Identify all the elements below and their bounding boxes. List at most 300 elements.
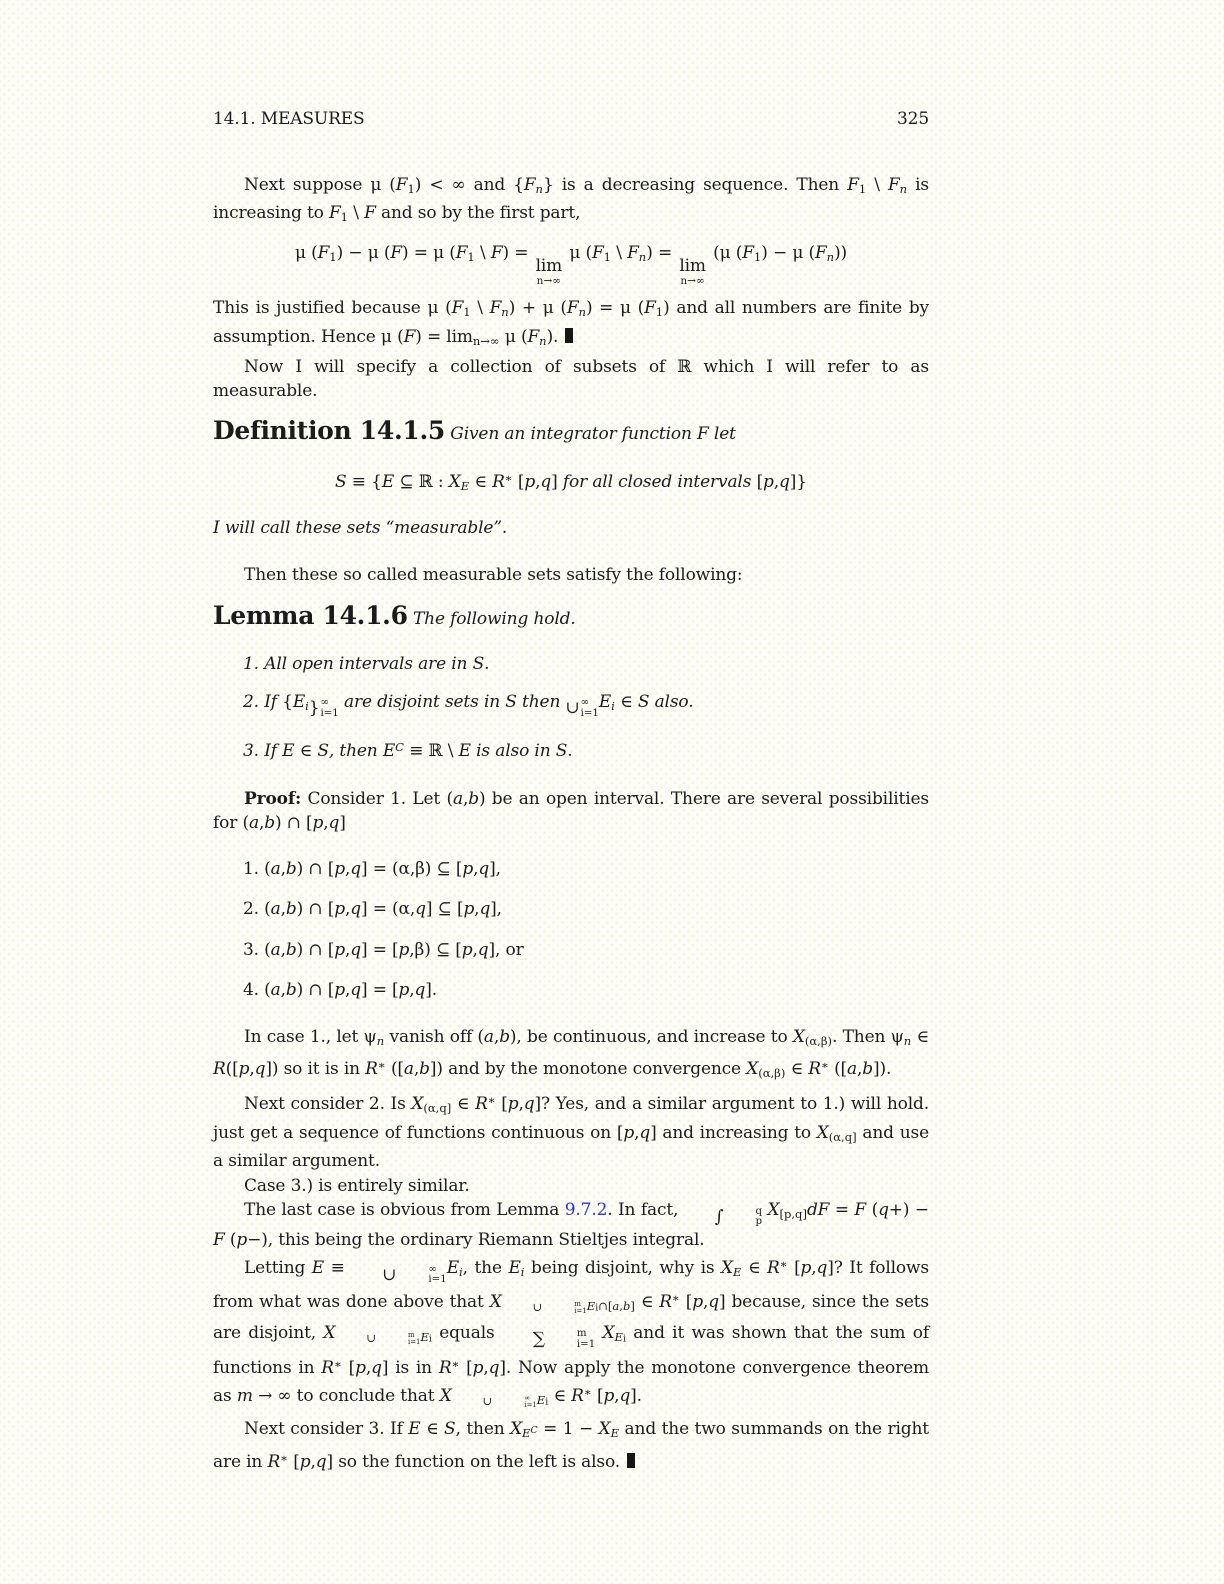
text-run: R (766, 1258, 780, 1279)
text-run: ∈ (469, 471, 493, 492)
text-run: R (659, 1291, 672, 1312)
text-run: p (334, 858, 345, 879)
text-run: ∈ (294, 741, 318, 762)
text-run: (α,q] (423, 1101, 452, 1116)
text-run: i (458, 1265, 463, 1280)
text-run: Letting (244, 1258, 312, 1279)
text-run: q (540, 471, 552, 492)
text-run: . Then ψ (832, 1026, 904, 1047)
text-run: b (285, 899, 297, 920)
math-operator: } ∞ i=1 (308, 696, 339, 719)
text-run: If (264, 691, 283, 712)
text-run: ∗ (671, 1290, 680, 1305)
text-run: 1. ( (243, 858, 271, 879)
text-run (595, 1323, 602, 1343)
text-run: q (414, 980, 426, 1001)
text-run: , (614, 1386, 620, 1407)
text-run: ) = lim (415, 326, 473, 347)
paragraph-last-case (213, 1198, 929, 1252)
text-run: ∈ (548, 1386, 572, 1407)
text-run: ≡ ℝ \ (403, 741, 459, 762)
case-item-3 (213, 938, 929, 963)
text-run: , (323, 813, 329, 834)
text-run: a (483, 1026, 494, 1047)
text-run: ∈ (741, 1258, 767, 1279)
text-run: p (463, 899, 475, 920)
text-run: Next suppose μ ( (244, 174, 396, 195)
text-run: , (365, 1357, 372, 1378)
text-run: Given an integrator function F let (450, 423, 736, 444)
math-operator: lim n→∞ (535, 256, 563, 288)
text-run: The following hold. (412, 608, 576, 629)
text-run: ∈ (634, 1291, 660, 1312)
text-run: , (535, 471, 541, 492)
text-run: { (282, 691, 293, 712)
text-run: S (555, 741, 568, 762)
text-run: [ (341, 1357, 356, 1378)
text-run: p (398, 980, 410, 1001)
text-run: p (800, 1258, 812, 1279)
text-run: p (236, 1229, 248, 1250)
text-run: [ (459, 1357, 473, 1378)
text-run: F (395, 174, 408, 195)
text-run: E (446, 1258, 459, 1279)
text-run: C (530, 1425, 538, 1437)
text-run: , (280, 980, 286, 1001)
text-run: ] (630, 1299, 635, 1314)
text-run: [ (495, 1093, 508, 1114)
text-run: E (408, 1419, 421, 1440)
text-run: p (312, 813, 324, 834)
text-run: ∗ (779, 1257, 788, 1272)
text-run: i (622, 1333, 626, 1345)
text-run: 1 (858, 181, 867, 196)
text-run: ]) and by the monotone convergence (429, 1059, 747, 1080)
text-run: is increasing to (213, 174, 929, 224)
text-run: (α,β) (804, 1033, 832, 1048)
text-run: [ (591, 1386, 604, 1407)
text-run: X (792, 1026, 805, 1047)
text-run: , (472, 939, 478, 960)
text-run: 3. ( (243, 939, 271, 960)
text-run: E (311, 1258, 325, 1279)
text-run: a (612, 1299, 620, 1314)
text-run: 1 (753, 250, 762, 265)
text-run: If (264, 741, 283, 762)
text-run: n (826, 250, 835, 265)
text-run: p (763, 471, 774, 492)
text-run: , (280, 899, 286, 920)
text-run: [ (287, 1451, 300, 1472)
text-run: X (598, 1419, 611, 1440)
text-run: i (545, 1396, 549, 1408)
text-run: \ (611, 242, 628, 263)
text-run: F (742, 242, 754, 263)
text-run: μ ( (294, 242, 318, 263)
text-run: q (478, 858, 490, 879)
text-run: 4. ( (243, 980, 271, 1001)
text-run: vanish off ( (384, 1026, 484, 1047)
text-run: b (285, 980, 297, 1001)
text-run: E (598, 691, 612, 712)
text-run: n (903, 1033, 912, 1048)
math-operator: ∪ ∞ i=1 (482, 1393, 537, 1410)
text-run: \ (474, 242, 491, 263)
display-equation-measurable-sets (213, 466, 929, 499)
text-run: ]). (873, 1059, 892, 1080)
text-run: ], or (488, 939, 524, 960)
math-operator: ∪ ∞ i=1 (565, 696, 599, 719)
text-run: = (829, 1200, 855, 1221)
text-run: → ∞ to conclude that (252, 1386, 440, 1407)
text-run: [p,q] (779, 1207, 807, 1222)
text-run: ] so the function on the left is also. (326, 1451, 621, 1472)
text-run: 2. (243, 691, 259, 712)
text-run: 1 (603, 250, 612, 265)
text-run: b (499, 1026, 510, 1047)
text-run: n (578, 305, 586, 320)
text-run: Then these so called measurable sets satisfy the following: (244, 565, 743, 586)
text-run: The last case is obvious from Lemma (244, 1200, 565, 1221)
text-run: X (767, 1200, 780, 1221)
text-run: n (535, 181, 543, 196)
math-operator: ∪ m i=1 (532, 1299, 587, 1315)
text-run: ]? It follows from what was done above that (213, 1258, 929, 1312)
lemma-item-3 (213, 735, 929, 763)
text-run: a (847, 1059, 858, 1080)
text-run: E (732, 1265, 742, 1280)
text-run: In case 1., let ψ (244, 1026, 377, 1047)
text-run: p (334, 980, 345, 1001)
text-run: , (474, 899, 480, 920)
text-run: ] because, since the sets are disjoint, (213, 1291, 929, 1343)
text-run: ] = (α, (360, 899, 416, 920)
text-run: S (335, 471, 347, 492)
text-run: Consider 1. Let ( (301, 788, 453, 809)
text-run: p (398, 939, 410, 960)
text-run: ∈ (911, 1026, 929, 1047)
text-run: i (611, 698, 615, 713)
text-run: q (708, 1291, 719, 1312)
text-run: F (566, 298, 579, 319)
text-run: Case 3.) is entirely similar. (244, 1175, 470, 1196)
text-run: n (638, 250, 647, 265)
text-run: n (899, 181, 908, 196)
text-run: ] = (α,β) ⊆ [ (360, 858, 463, 879)
text-run: ⊆ ℝ : (394, 471, 449, 492)
text-run: ) ∩ [ (296, 858, 335, 879)
text-run: ∗ (377, 1058, 386, 1073)
text-run: ] = [ (360, 980, 399, 1001)
text-run: a (270, 980, 281, 1001)
text-run: q (350, 899, 361, 920)
text-run: ∗ (280, 1450, 288, 1465)
text-run: for all closed intervals (562, 471, 757, 492)
text-run: and it was shown that the sum of functions in (213, 1322, 929, 1378)
text-run: ] (551, 471, 563, 492)
text-run: p (299, 1451, 311, 1472)
paragraph-complement (213, 1417, 929, 1474)
text-run: F (847, 174, 859, 195)
text-run: \ (866, 174, 888, 195)
paragraph-case-3 (213, 1174, 929, 1199)
text-run: Now I will specify a collection of subsets of ℝ which I will refer to as measurable. (213, 356, 929, 402)
text-run: X (489, 1291, 502, 1312)
text-run: dF (806, 1200, 830, 1221)
text-run: ] ⊆ [ (425, 899, 464, 920)
text-run: ), be continuous, and increase to (509, 1026, 793, 1047)
lemma-item-2 (213, 690, 929, 720)
text-run: q (639, 1122, 651, 1143)
text-run: X (448, 471, 461, 492)
text-run: a (403, 1059, 414, 1080)
text-run: I will call these sets “measurable”. (213, 517, 508, 538)
text-run: n (376, 1033, 385, 1048)
text-run: E (420, 1330, 429, 1345)
text-run: R (365, 1059, 378, 1080)
text-run: X (816, 1122, 829, 1143)
text-run: \ (470, 298, 490, 319)
text-run: ). (546, 326, 559, 347)
text-run: R (571, 1386, 584, 1407)
text-run: a (452, 788, 463, 809)
text-run: , (462, 788, 469, 809)
text-run: q (315, 1451, 327, 1472)
paragraph-decreasing-sequence (213, 173, 929, 230)
text-run: S (505, 691, 517, 712)
text-run: is also in (470, 741, 556, 762)
text-run: b (264, 813, 275, 834)
text-run: 1 (467, 250, 475, 265)
text-run: ) ∩ [ (296, 980, 335, 1001)
text-run: p (603, 1386, 615, 1407)
text-run: p (462, 858, 474, 879)
text-run: ) = (502, 242, 534, 263)
text-run: F (403, 326, 416, 347)
text-run: F (814, 242, 827, 263)
text-run: 1. (243, 654, 259, 675)
text-run: 3. (243, 741, 259, 762)
text-run: , (249, 1059, 255, 1080)
text-run: Next consider 3. If (244, 1419, 409, 1440)
text-run: b (285, 858, 297, 879)
text-run: All open intervals are in (264, 654, 473, 675)
text-run: ] = [ (360, 939, 399, 960)
text-run: Proof: (244, 788, 302, 809)
paragraph-case-2 (213, 1088, 929, 1174)
text-run: , (811, 1258, 817, 1279)
text-run: ) = (646, 242, 678, 263)
text-run: ([ (385, 1059, 404, 1080)
math-operator: ∪ m i=1 (366, 1330, 421, 1347)
text-run: ) and all numbers are finite by assumption. Hence μ ( (213, 298, 930, 347)
text-run: R (267, 1451, 281, 1472)
text-run: n (501, 305, 509, 320)
text-run: F (644, 298, 656, 319)
text-run: , (258, 813, 265, 834)
text-run: q (488, 1357, 500, 1378)
text-run: q (816, 1258, 828, 1279)
text-run: ]. Now apply the monotone convergence theorem as (213, 1357, 929, 1407)
lemma-heading (213, 600, 929, 632)
text-run: [ (756, 471, 764, 492)
text-run: Definition 14.1.5 (213, 415, 445, 445)
text-run: R (808, 1059, 821, 1080)
text-run: , (473, 858, 479, 879)
math-operator: ∫ q p (714, 1205, 763, 1228)
text-run: and the two summands on the right are in (213, 1419, 929, 1472)
paragraph-justification (213, 296, 929, 353)
text-run: (μ ( (707, 242, 743, 263)
text-run: 1 (340, 210, 349, 225)
text-run: R (438, 1357, 452, 1378)
text-run: b (419, 1059, 430, 1080)
text-run: F (523, 174, 536, 195)
text-run: b (285, 939, 297, 960)
text-run: , (344, 939, 351, 960)
text-run: i (595, 1302, 599, 1314)
text-run: ∈ (451, 1093, 476, 1114)
text-run: , (413, 1059, 420, 1080)
text-run: p (334, 939, 345, 960)
text-run: Lemma 14.1.6 (213, 600, 408, 630)
text-run: ∈ (420, 1419, 445, 1440)
paragraph-case-1 (213, 1025, 929, 1086)
text-run: . In fact, (607, 1200, 684, 1221)
text-run: and so by the first part, (375, 203, 581, 224)
text-run: E (282, 741, 295, 762)
text-run: a (270, 899, 281, 920)
display-equation-limit (213, 241, 929, 287)
case-item-4 (213, 978, 929, 1003)
text-run: ∈ (614, 691, 638, 712)
text-run: S (472, 654, 485, 675)
text-run: a (248, 813, 259, 834)
text-run: X (323, 1322, 336, 1343)
qed-box (565, 328, 573, 343)
text-run: ) ∩ [ (296, 899, 335, 920)
text-run: p (692, 1291, 703, 1312)
text-run: E (586, 1299, 596, 1314)
text-run: equals (431, 1322, 502, 1343)
text-run: n (539, 334, 547, 349)
text-run: p (334, 899, 345, 920)
text-run: p (472, 1357, 484, 1378)
paragraph-satisfy-following (213, 563, 929, 588)
text-run: b (468, 788, 479, 809)
text-run: 1 (655, 305, 664, 320)
text-run: [ (787, 1258, 801, 1279)
text-run: , (483, 1357, 489, 1378)
paragraph-union-argument (213, 1252, 929, 1415)
text-run: ∗ (487, 1092, 496, 1107)
text-run: . (484, 654, 490, 675)
text-run: E (610, 1426, 619, 1441)
text-run: ) < ∞ and { (414, 174, 524, 195)
text-run: ) be an open interval. There are several possibilities for ( (213, 788, 929, 834)
text-run: , (702, 1291, 709, 1312)
text-run: [ (512, 471, 525, 492)
text-run: , the (462, 1258, 509, 1279)
text-run: ]) so it is in (265, 1059, 366, 1080)
text-run: E (614, 1330, 623, 1345)
text-run: q (477, 939, 489, 960)
text-run: F (455, 242, 468, 263)
page-number: 325 (897, 109, 929, 129)
text-run: a (270, 939, 281, 960)
text-run: p (461, 939, 473, 960)
text-run: , (518, 1093, 524, 1114)
text-run: ) − μ ( (336, 242, 391, 263)
text-run: F (490, 242, 503, 263)
text-run: , (493, 1026, 500, 1047)
text-run: , (634, 1122, 640, 1143)
text-run: also. (649, 691, 694, 712)
text-run: = 1 − (537, 1419, 599, 1440)
paragraph-call-measurable (213, 516, 929, 541)
text-run: are disjoint sets in (338, 691, 506, 712)
text-run: q (523, 1093, 535, 1114)
text-run: 2. ( (243, 899, 271, 920)
text-run: ], (489, 858, 501, 879)
text-run: F (213, 1229, 225, 1250)
text-run: p (524, 471, 536, 492)
text-run: E (381, 471, 395, 492)
text-run: μ ( (499, 326, 528, 347)
text-run: E (536, 1393, 546, 1408)
text-run: , (280, 858, 286, 879)
text-run: b (622, 1299, 631, 1314)
text-run: F (364, 203, 376, 224)
text-run: ) ∩ [ (296, 939, 335, 960)
text-run: X (510, 1419, 523, 1440)
text-run: ∗ (333, 1356, 342, 1371)
qed-box (627, 1453, 635, 1468)
text-run: R (475, 1093, 488, 1114)
text-run: q (350, 980, 361, 1001)
text-run: E (458, 741, 471, 762)
text-run: )) (834, 242, 848, 263)
text-run: , (310, 1451, 316, 1472)
running-header (213, 107, 929, 132)
text-run: a (270, 858, 281, 879)
text-run: R (492, 471, 505, 492)
text-run: ,β) ⊆ [ (409, 939, 462, 960)
lemma-reference-link[interactable]: 9.7.2 (564, 1200, 608, 1221)
text-run: 1 (407, 181, 415, 196)
text-run: E (522, 1426, 531, 1441)
text-run: F (592, 242, 604, 263)
text-run: F (887, 174, 900, 195)
text-run: ∗ (820, 1058, 829, 1073)
text-run: ]. (425, 980, 438, 1001)
text-run: E (508, 1258, 521, 1279)
text-run: , (344, 980, 351, 1001)
text-run: , (857, 1059, 863, 1080)
text-run: F (627, 242, 639, 263)
text-run: F (854, 1200, 867, 1221)
text-run: ∗ (504, 471, 513, 486)
text-run: Next consider 2. Is (244, 1093, 412, 1114)
text-run: E (460, 479, 470, 494)
text-run: . (567, 741, 573, 762)
text-run: ( (866, 1200, 879, 1221)
text-run: i (520, 1265, 525, 1280)
text-run: [ (679, 1291, 693, 1312)
text-run: ) + μ ( (508, 298, 567, 319)
text-run: , (619, 1299, 623, 1314)
text-run: p (238, 1059, 250, 1080)
